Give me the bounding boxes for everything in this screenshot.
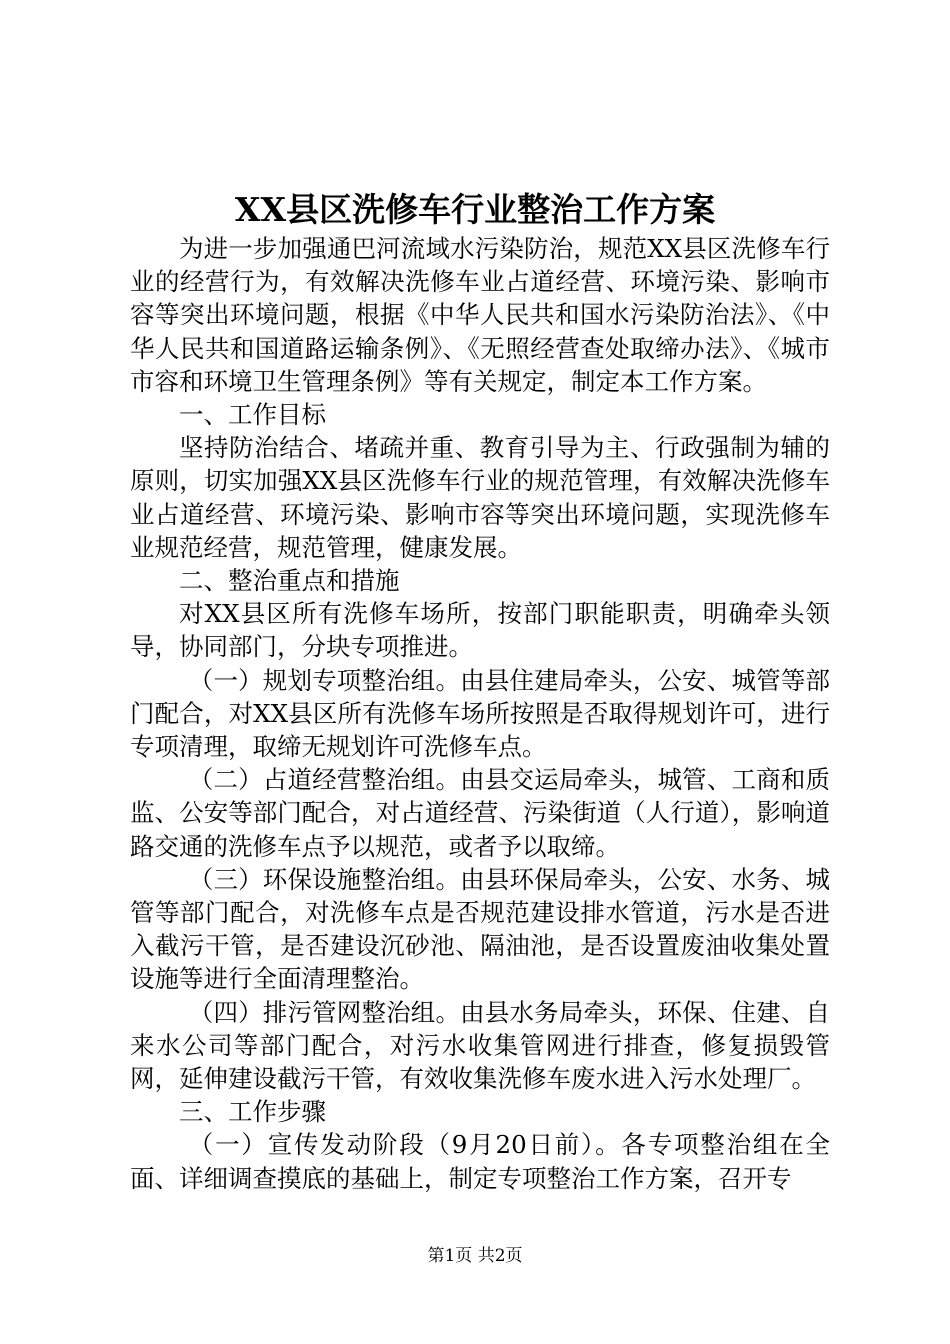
goals-paragraph: 坚持防治结合、堵疏并重、教育引导为主、行政强制为辅的原则，切实加强XX县区洗修车行业的规范管理，有效解决洗修车业占道经营、环境污染、影响市容等突出环境问题，实现洗修车业规范经营，规范管理，健康发展。 (130, 433, 830, 562)
document-title: XX县区洗修车行业整治工作方案 (234, 190, 716, 229)
measures-intro-paragraph: 对XX县区所有洗修车场所，按部门职能职责，明确牵头领导，协同部门，分块专项推进。 (130, 599, 830, 662)
measure-item-environmental: （三）环保设施整治组。由县环保局牵头，公安、水务、城管等部门配合，对洗修车点是否规范建设排水管道，污水是否进入截污干管，是否建设沉砂池、隔油池，是否设置废油收集处置设施等进行全面清理整治。 (130, 864, 830, 994)
intro-paragraph: 为进一步加强通巴河流域水污染防治，规范XX县区洗修车行业的经营行为，有效解决洗修车业占道经营、环境污染、影响市容等突出环境问题，根据《中华人民共和国水污染防治法》、《中华人民共和国道路运输条例》、《无照经营查处取缔办法》、《城市市容和环境卫生管理条例》等有关规定，制定本工作方案。 (130, 234, 830, 396)
measure-item-planning: （一）规划专项整治组。由县住建局牵头，公安、城管等部门配合，对XX县区所有洗修车场所按照是否取得规划许可，进行专项清理，取缔无规划许可洗修车点。 (130, 665, 830, 762)
step-item-publicity: （一）宣传发动阶段（9月20日前）。各专项整治组在全面、详细调查摸底的基础上，制定专项整治工作方案，召开专 (130, 1130, 830, 1193)
section-heading-steps: 三、工作步骤 (179, 1097, 326, 1127)
page-number-footer: 第1页 共2页 (427, 1246, 523, 1266)
measure-item-sewage-network: （四）排污管网整治组。由县水务局牵头，环保、住建、自来水公司等部门配合，对污水收集管网进行排查，修复损毁管网，延伸建设截污干管，有效收集洗修车废水进入污水处理厂。 (130, 997, 830, 1094)
document-body (130, 232, 830, 1195)
section-heading-measures: 二、整治重点和措施 (179, 566, 400, 596)
section-heading-goals: 一、工作目标 (179, 400, 326, 430)
measure-item-road-occupation: （二）占道经营整治组。由县交运局牵头，城管、工商和质监、公安等部门配合，对占道经营、污染街道（人行道），影响道路交通的洗修车点予以规范，或者予以取缔。 (130, 765, 830, 861)
